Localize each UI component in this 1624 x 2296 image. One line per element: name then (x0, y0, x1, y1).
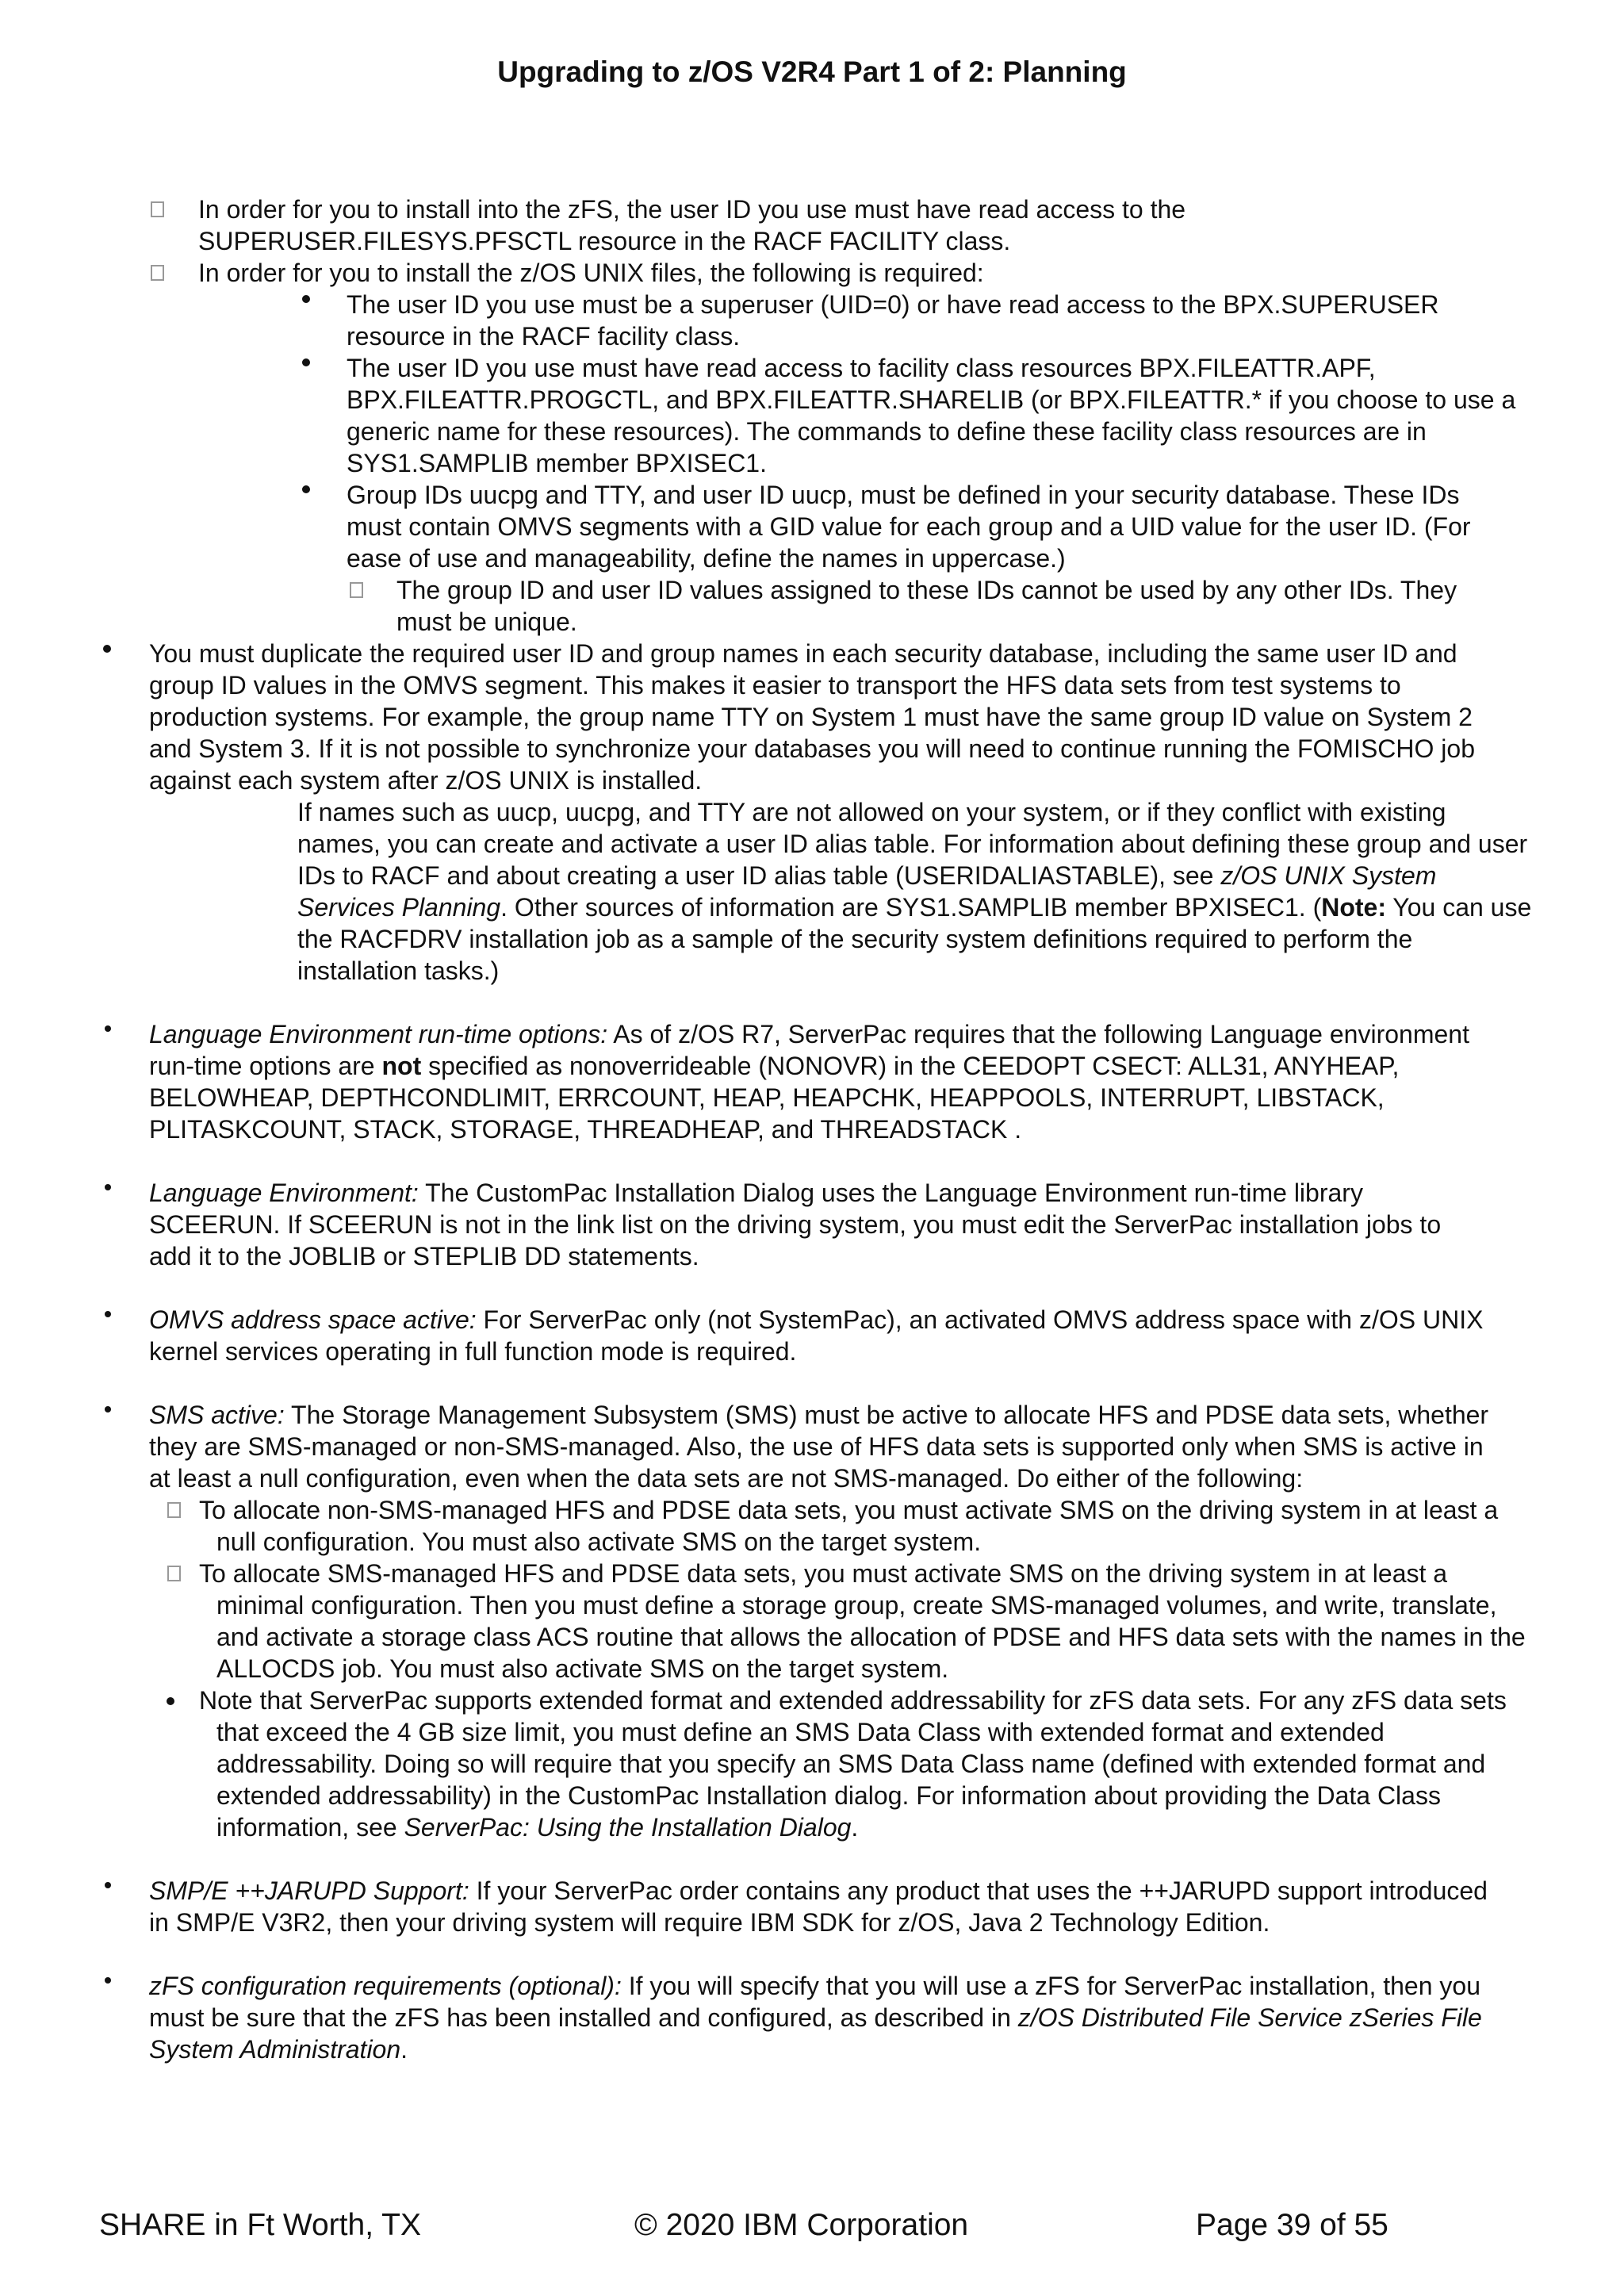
list-item (198, 194, 1269, 257)
bullet-icon (103, 645, 111, 653)
list-item (149, 1018, 1489, 1145)
list-item (149, 1177, 1489, 1272)
checkbox-icon (350, 582, 363, 598)
bullet-icon (105, 1025, 111, 1032)
list-item-text: OMVS address space active: For ServerPac only (not SystemPac), an activated OMVS address space with z/OS UNIX kernel services operating in full function mode is required. (149, 1305, 1484, 1366)
bullet-icon (167, 1697, 174, 1705)
list-item-text: In order for you to install into the zFS, the user ID you use must have read access to the SUPERUSER.FILESYS.PFSCTL resource in the RACF FACILITY class. (198, 195, 1186, 255)
item-label: Language Environment: (149, 1179, 419, 1207)
bullet-icon (302, 358, 310, 366)
note-label: Note: (1321, 893, 1386, 922)
list-item (199, 1685, 1533, 1843)
bullet-icon (105, 1406, 111, 1412)
checkbox-icon (167, 1566, 181, 1581)
list-item (149, 638, 1489, 796)
list-item-text: Language Environment run-time options: As of z/OS R7, ServerPac requires that the following Language environment run-time options are not specified as nonoverrideable (NONOVR) in the CEEDOPT CSECT: ALL31, ANYHEAP, BELOWHEAP, DEPTHCONDLIMIT, ERRCOUNT, HEAP, HEAPCHK, HEAPPOOLS, INTERRUPT, LIBSTACK, PLITASKCOUNT, STACK, STORAGE, THREADHEAP, and THREADSTACK . (149, 1020, 1469, 1144)
item-label: Language Environment run-time options: (149, 1020, 608, 1048)
list-item (199, 1558, 1533, 1685)
list-item (149, 1970, 1489, 2065)
alias-paragraph (297, 796, 1534, 987)
page-body (0, 194, 1624, 2065)
list-item-text: Group IDs uucpg and TTY, and user ID uucp, must be defined in your security database. These IDs must contain OMVS segments with a GID value for each group and a UID value for the user ID. (For ease of use and manageability, define the names in uppercase.) (347, 481, 1471, 573)
list-item-text: The user ID you use must be a superuser (UID=0) or have read access to the BPX.SUPERUSER resource in the RACF facility class. (347, 290, 1439, 351)
footer-location: SHARE in Ft Worth, TX (99, 2208, 421, 2242)
item-label: SMS active: (149, 1401, 285, 1429)
list-item (396, 574, 1507, 638)
list-item (149, 1304, 1489, 1367)
footer-copyright: © 2020 IBM Corporation (634, 2208, 969, 2242)
item-label: OMVS address space active: (149, 1305, 477, 1334)
bullet-icon (105, 1977, 111, 1984)
bullet-icon (105, 1882, 111, 1888)
list-item-text: zFS configuration requirements (optional): If you will specify that you will use a zFS for ServerPac installation, then you must be sure that the zFS has been installed and configured, as described in z/OS Distributed File Service zSeries File System Administration. (149, 1972, 1482, 2064)
book-title: z/OS UNIX System Services Planning (297, 861, 1437, 922)
checkbox-icon (151, 265, 164, 281)
checkbox-icon (167, 1502, 181, 1518)
list-item-text: To allocate non-SMS-managed HFS and PDSE data sets, you must activate SMS on the driving system in at least a null configuration. You must also activate SMS on the target system. (199, 1496, 1499, 1556)
list-item-text: You must duplicate the required user ID and group names in each security database, including the same user ID and group ID values in the OMVS segment. This makes it easier to transport the HFS data sets from test systems to production systems. For example, the group name TTY on System 1 must have the same group ID value on System 2 and System 3. If it is not possible to synchronize your databases you will need to continue running the FOMISCHO job against each system after z/OS UNIX is installed. (149, 639, 1475, 795)
item-label: zFS configuration requirements (optional): (149, 1972, 622, 2000)
list-item-text: The user ID you use must have read access to facility class resources BPX.FILEATTR.APF, BPX.FILEATTR.PROGCTL, and BPX.FILEATTR.SHARELIB (or BPX.FILEATTR.* if you choose to use a generic name for these resources). The commands to define these facility class resources are in SYS1.SAMPLIB member BPXISEC1. (347, 354, 1516, 477)
list-item-text: Language Environment: The CustomPac Installation Dialog uses the Language Environment run-time library SCEERUN. If SCEERUN is not in the link list on the driving system, you must edit the ServerPac installation jobs to add it to the JOBLIB or STEPLIB DD statements. (149, 1179, 1442, 1271)
page-header: Upgrading to z/OS V2R4 Part 1 of 2: Planning (497, 56, 1127, 88)
book-title: ServerPac: Using the Installation Dialog (404, 1813, 852, 1842)
item-label: SMP/E ++JARUPD Support: (149, 1876, 469, 1905)
list-item (199, 1494, 1533, 1558)
list-item (347, 289, 1520, 352)
bullet-icon (105, 1184, 111, 1190)
list-item-text: SMP/E ++JARUPD Support: If your ServerPac order contains any product that uses the ++JARUPD support introduced in SMP/E V3R2, then your driving system will require IBM SDK for z/OS, Java 2 Technology Edition. (149, 1876, 1488, 1937)
footer-page-number: Page 39 of 55 (1196, 2208, 1388, 2242)
bullet-icon (302, 295, 310, 303)
checkbox-icon (151, 201, 164, 217)
bullet-icon (105, 1311, 111, 1317)
list-item (149, 1875, 1489, 1938)
list-item-text: In order for you to install the z/OS UNIX files, the following is required: (198, 259, 984, 287)
list-item (347, 352, 1520, 479)
list-item-text: The group ID and user ID values assigned to these IDs cannot be used by any other IDs. They must be unique. (396, 576, 1457, 636)
list-item (198, 257, 1269, 289)
list-item-text: To allocate SMS-managed HFS and PDSE data sets, you must activate SMS on the driving system in at least a minimal configuration. Then you must define a storage group, create SMS-managed volumes, and write, translate, and activate a storage class ACS routine that allows the allocation of PDSE and HFS data sets with the names in the ALLOCDS job. You must also activate SMS on the target system. (199, 1559, 1526, 1683)
list-item-text: SMS active: The Storage Management Subsystem (SMS) must be active to allocate HFS and PDSE data sets, whether they are SMS-managed or non-SMS-managed. Also, the use of HFS data sets is supported only when SMS is active in at least a null configuration, even when the data sets are not SMS-managed. Do either of the following: (149, 1401, 1489, 1493)
paragraph-text: If names such as uucp, uucpg, and TTY are not allowed on your system, or if they conflict with existing names, you can create and activate a user ID alias table. For information about defining these group and user IDs to RACF and about creating a user ID alias table (USERIDALIASTABLE), see z/OS UNIX System Services Planning. Other sources of information are SYS1.SAMPLIB member BPXISEC1. (Note: You can use the RACFDRV installation job as a sample of the security system definitions required to perform the installation tasks.) (297, 798, 1532, 985)
bullet-icon (302, 485, 310, 493)
list-item (149, 1399, 1489, 1494)
list-item-text: Note that ServerPac supports extended format and extended addressability for zFS data sets. For any zFS data sets that exceed the 4 GB size limit, you must define an SMS Data Class with extended format and extended addressability. Doing so will require that you specify an SMS Data Class name (defined with extended format and extended addressability) in the CustomPac Installation dialog. For information about providing the Data Class information, see ServerPac: Using the Installation Dialog. (199, 1686, 1507, 1842)
book-title: z/OS Distributed File Service zSeries File System Administration (149, 2003, 1482, 2064)
list-item (347, 479, 1520, 574)
